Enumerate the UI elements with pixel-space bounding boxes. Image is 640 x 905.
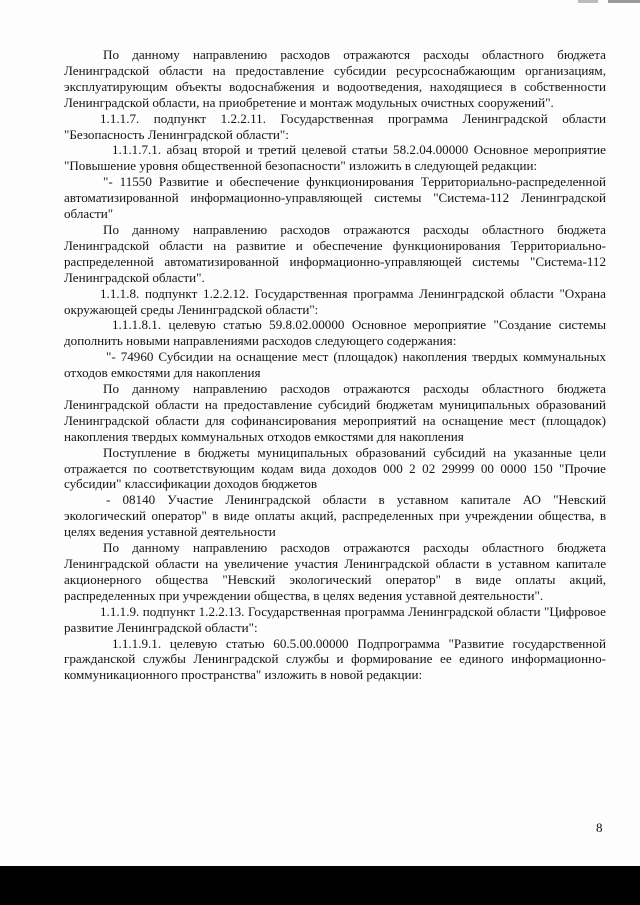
paragraph-14: 1.1.1.9.1. целевую статью 60.5.00.00000 Подпрограмма "Развитие государственной гражданской службы Ленинградской службы и формирование ее единого информационно-коммуникационного пространства" изложить в новой редакции: <box>64 635 606 683</box>
paragraph-10: Поступление в бюджеты муниципальных образований субсидий на указанные цели отражается по соответствующим кодам вида доходов 000 2 02 29999 00 0000 150 "Прочие субсидии" классификации доходов бюджетов <box>64 444 606 492</box>
paragraph-7: 1.1.1.8.1. целевую статью 59.8.02.00000 Основное мероприятие "Создание системы дополнить новыми направлениями расходов следующего содержания: <box>64 317 606 349</box>
paragraph-4: "- 11550 Развитие и обеспечение функционирования Территориально-распределенной автоматизированной информационно-управляющей системы "Система-112 Ленинградской области" <box>64 174 606 222</box>
scan-edge-mark <box>578 0 640 3</box>
paragraph-12: По данному направлению расходов отражаются расходы областного бюджета Ленинградской области на увеличение участия Ленинградской области в уставном капитале акционерного общества "Невский экологический оператор" в виде оплаты акций, распределенных при учреждении общества, в целях ведения уставной деятельности". <box>64 540 606 603</box>
paragraph-13: 1.1.1.9. подпункт 1.2.2.13. Государственная программа Ленинградской области "Цифровое развитие Ленинградской области": <box>64 603 606 635</box>
paragraph-9: По данному направлению расходов отражаются расходы областного бюджета Ленинградской области на предоставление субсидий бюджетам муниципальных образований Ленинградской области для софинансирования мероприятий на оснащение мест (площадок) накопления твердых коммунальных отходов емкостями для накопления <box>64 381 606 444</box>
paragraph-11: - 08140 Участие Ленинградской области в уставном капитале АО "Невский экологический оператор" в виде оплаты акций, распределенных при учреждении общества, в целях ведения уставной деятельности <box>64 492 606 540</box>
paragraph-2: 1.1.1.7. подпункт 1.2.2.11. Государственная программа Ленинградской области "Безопасность Ленинградской области": <box>64 110 606 142</box>
paragraph-5: По данному направлению расходов отражаются расходы областного бюджета Ленинградской области на развитие и обеспечение функционирования Территориально-распределенной автоматизированной информационно-управляющей системы "Система-112 Ленинградской области". <box>64 221 606 285</box>
paragraph-6: 1.1.1.8. подпункт 1.2.2.12. Государственная программа Ленинградской области "Охрана окружающей среды Ленинградской области": <box>64 285 606 317</box>
paragraph-3: 1.1.1.7.1. абзац второй и третий целевой статьи 58.2.04.00000 Основное мероприятие "Повышение уровня общественной безопасности" изложить в следующей редакции: <box>64 142 606 174</box>
scan-bottom-border <box>0 866 640 905</box>
document-body <box>64 47 606 683</box>
paragraph-8: "- 74960 Субсидии на оснащение мест (площадок) накопления твердых коммунальных отходов емкостями для накопления <box>64 349 606 381</box>
page-number: 8 <box>596 820 603 835</box>
paragraph-1: По данному направлению расходов отражаются расходы областного бюджета Ленинградской области на предоставление субсидии ресурсоснабжающим организациям, эксплуатирующим объекты водоснабжения и водоотведения, находящиеся в собственности Ленинградской области, на приобретение и монтаж модульных очистных сооружений". <box>64 47 606 110</box>
